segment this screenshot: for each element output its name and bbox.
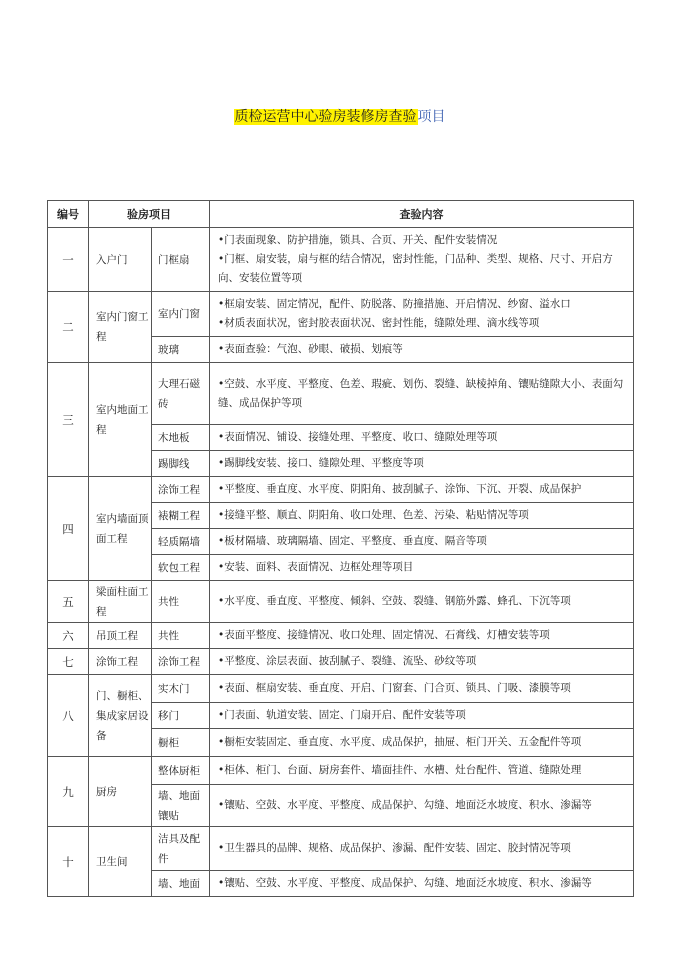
table-row xyxy=(48,477,634,503)
content-line: •空鼓、水平度、平整度、色差、瑕疵、划伤、裂缝、缺棱掉角、镶贴缝隙大小、表面勾缝、成品保护等项 xyxy=(218,377,624,409)
content-cell xyxy=(210,228,634,292)
content-line: •镶贴、空鼓、水平度、平整度、成品保护、勾缝、地面泛水坡度、积水、渗漏等 xyxy=(218,877,592,889)
content-cell xyxy=(210,292,634,337)
subitem-cell: 大理石磁砖 xyxy=(152,363,210,425)
content-line: •卫生器具的品牌、规格、成品保护、渗漏、配件安装、固定、胶封情况等项 xyxy=(218,842,571,854)
content-line: •门框、扇安装，扇与框的结合情况，密封性能，门品种、类型、规格、尺寸、开启方向、安装位置等项 xyxy=(218,253,613,284)
content-cell xyxy=(210,827,634,871)
content-line: •板材隔墙、玻璃隔墙、固定、平整度、垂直度、隔音等项 xyxy=(218,535,487,547)
content-line: •门表面现象、防护措施，锁具、合页、开关、配件安装情况 xyxy=(218,234,498,246)
title-rest: 项目 xyxy=(417,109,446,125)
content-line: •镶贴、空鼓、水平度、平整度、成品保护、勾缝、地面泛水坡度、积水、渗漏等 xyxy=(218,799,592,811)
content-cell xyxy=(210,425,634,451)
category-cell: 室内墙面顶面工程 xyxy=(89,477,152,581)
header-content: 查验内容 xyxy=(210,201,634,228)
category-cell: 梁面柱面工程 xyxy=(89,581,152,623)
category-cell: 入户门 xyxy=(89,228,152,292)
content-line: •材质表面状况，密封胶表面状况、密封性能，缝隙处理、滴水线等项 xyxy=(218,317,540,329)
row-number: 五 xyxy=(48,581,89,623)
document-title xyxy=(0,108,679,126)
subitem-cell: 轻质隔墙 xyxy=(152,529,210,555)
table-header-row xyxy=(48,201,634,228)
content-line: •水平度、垂直度、平整度、倾斜、空鼓、裂缝、钢筋外露、蜂孔、下沉等项 xyxy=(218,595,571,607)
table-row xyxy=(48,292,634,337)
content-line: •表面平整度、接缝情况、收口处理、固定情况、石膏线、灯槽安装等项 xyxy=(218,629,550,641)
content-line: •表面查验：气泡、砂眼、破损、划痕等 xyxy=(218,343,403,355)
content-line: •门表面、轨道安装、固定、门扇开启、配件安装等项 xyxy=(218,709,466,721)
subitem-cell: 裱糊工程 xyxy=(152,503,210,529)
content-cell xyxy=(210,785,634,827)
category-cell: 卫生间 xyxy=(89,827,152,897)
row-number: 六 xyxy=(48,623,89,649)
row-number: 七 xyxy=(48,649,89,675)
subitem-cell: 共性 xyxy=(152,581,210,623)
content-cell xyxy=(210,451,634,477)
subitem-cell: 洁具及配件 xyxy=(152,827,210,871)
subitem-cell: 室内门窗 xyxy=(152,292,210,337)
header-item: 验房项目 xyxy=(89,201,210,228)
content-line: •安装、面料、表面情况、边框处理等项目 xyxy=(218,561,414,573)
subitem-cell: 墙、地面 xyxy=(152,871,210,897)
row-number: 九 xyxy=(48,757,89,827)
subitem-cell: 木地板 xyxy=(152,425,210,451)
content-line: •平整度、垂直度、水平度、阴阳角、披刮腻子、涂饰、下沉、开裂、成品保护 xyxy=(218,483,582,495)
content-line: •平整度、涂层表面、披刮腻子、裂缝、流坠、砂纹等项 xyxy=(218,655,477,667)
table-row xyxy=(48,649,634,675)
row-number: 三 xyxy=(48,363,89,477)
row-number: 二 xyxy=(48,292,89,363)
row-number: 八 xyxy=(48,675,89,757)
category-cell: 吊顶工程 xyxy=(89,623,152,649)
subitem-cell: 橱柜 xyxy=(152,729,210,757)
row-number: 十 xyxy=(48,827,89,897)
subitem-cell: 移门 xyxy=(152,703,210,729)
content-line: •接缝平整、顺直、阴阳角、收口处理、色差、污染、粘贴情况等项 xyxy=(218,509,529,521)
content-cell xyxy=(210,503,634,529)
content-cell xyxy=(210,675,634,703)
table-row xyxy=(48,581,634,623)
content-line: •框扇安装、固定情况，配件、防脱落、防撞措施、开启情况、纱窗、溢水口 xyxy=(218,298,571,310)
subitem-cell: 整体厨柜 xyxy=(152,757,210,785)
content-cell xyxy=(210,729,634,757)
content-cell xyxy=(210,555,634,581)
table-row xyxy=(48,757,634,785)
table-row xyxy=(48,363,634,425)
row-number: 四 xyxy=(48,477,89,581)
content-cell xyxy=(210,529,634,555)
category-cell: 室内门窗工程 xyxy=(89,292,152,363)
subitem-cell: 玻璃 xyxy=(152,337,210,363)
category-cell: 室内地面工程 xyxy=(89,363,152,477)
content-cell xyxy=(210,623,634,649)
inspection-table xyxy=(47,200,634,897)
category-cell: 门、橱柜、集成家居设备 xyxy=(89,675,152,757)
header-num: 编号 xyxy=(48,201,89,228)
subitem-cell: 实木门 xyxy=(152,675,210,703)
content-cell xyxy=(210,649,634,675)
subitem-cell: 共性 xyxy=(152,623,210,649)
subitem-cell: 墙、地面镶贴 xyxy=(152,785,210,827)
content-cell xyxy=(210,363,634,425)
subitem-cell: 门框扇 xyxy=(152,228,210,292)
content-line: •表面、框扇安装、垂直度、开启、门窗套、门合页、锁具、门吸、漆膜等项 xyxy=(218,682,571,694)
content-cell xyxy=(210,477,634,503)
table-row xyxy=(48,623,634,649)
subitem-cell: 涂饰工程 xyxy=(152,649,210,675)
table-row xyxy=(48,675,634,703)
table-row xyxy=(48,827,634,871)
content-line: •橱柜安装固定、垂直度、水平度、成品保护，抽屉、柜门开关、五金配件等项 xyxy=(218,736,582,748)
content-line: •表面情况、铺设、接缝处理、平整度、收口、缝隙处理等项 xyxy=(218,431,498,443)
subitem-cell: 踢脚线 xyxy=(152,451,210,477)
content-cell xyxy=(210,757,634,785)
content-cell xyxy=(210,871,634,897)
content-cell xyxy=(210,581,634,623)
content-line: •踢脚线安装、接口、缝隙处理、平整度等项 xyxy=(218,457,424,469)
table-row xyxy=(48,228,634,292)
content-cell xyxy=(210,337,634,363)
category-cell: 涂饰工程 xyxy=(89,649,152,675)
subitem-cell: 软包工程 xyxy=(152,555,210,581)
row-number: 一 xyxy=(48,228,89,292)
content-line: •柜体、柜门、台面、厨房套件、墙面挂件、水槽、灶台配件、管道、缝隙处理 xyxy=(218,764,582,776)
title-highlighted: 质检运营中心验房装修房查验 xyxy=(234,109,417,125)
subitem-cell: 涂饰工程 xyxy=(152,477,210,503)
category-cell: 厨房 xyxy=(89,757,152,827)
content-cell xyxy=(210,703,634,729)
